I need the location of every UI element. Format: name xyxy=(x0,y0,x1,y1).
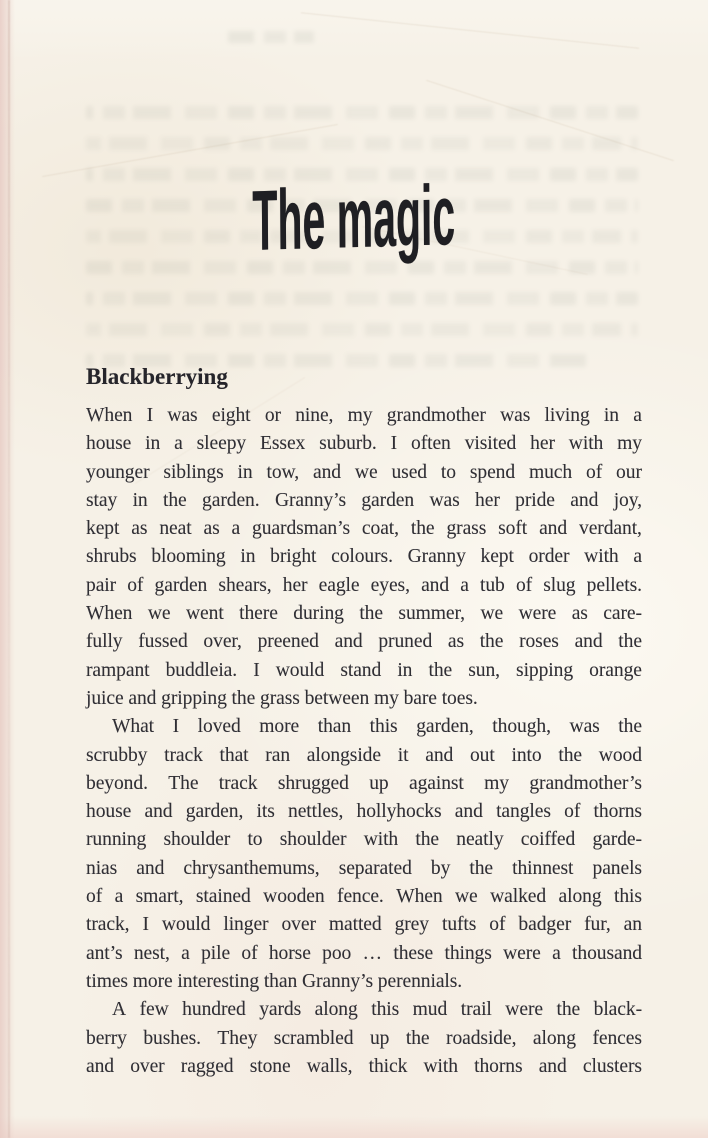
text-line: younger siblings in tow, and we used to spend much of our xyxy=(86,461,642,483)
text-line: house and garden, its nettles, hollyhocks and tangles of thorns xyxy=(86,801,642,823)
text-line: shrubs blooming in bright colours. Granny kept order with a xyxy=(86,546,642,568)
chapter-title-container xyxy=(0,168,708,269)
text-line: running shoulder to shoulder with the neatly coiffed garde- xyxy=(86,829,642,851)
bleedthrough-text-line xyxy=(86,137,638,150)
paper-crease xyxy=(301,12,639,49)
text-line: and over ragged stone walls, thick with thorns and clusters xyxy=(86,1055,642,1077)
body-text xyxy=(86,402,642,1081)
paragraph xyxy=(86,402,642,713)
text-line: When we went there during the summer, we were as care- xyxy=(86,603,642,625)
bleedthrough-text-line xyxy=(86,323,638,336)
text-line: juice and gripping the grass between my bare toes. xyxy=(86,687,478,709)
text-line: scrubby track that ran alongside it and out into the wood xyxy=(86,744,642,766)
text-line: nias and chrysanthemums, separated by the thinnest panels xyxy=(86,857,642,879)
text-line: track, I would linger over matted grey tufts of badger fur, an xyxy=(86,914,642,936)
text-line: kept as neat as a guardsman’s coat, the grass soft and verdant, xyxy=(86,518,642,540)
bleedthrough-text-line xyxy=(86,292,638,305)
text-line: ant’s nest, a pile of horse poo … these things were a thousand xyxy=(86,942,642,964)
chapter-title: The magic xyxy=(252,168,456,269)
paragraph xyxy=(86,996,642,1081)
text-line: A few hundred yards along this mud trail were the black- xyxy=(112,999,642,1021)
text-line: When I was eight or nine, my grandmother was living in a xyxy=(86,405,642,426)
bleedthrough-running-header xyxy=(228,31,314,43)
paragraph xyxy=(86,713,642,996)
section-heading: Blackberrying xyxy=(86,364,228,389)
text-line: berry bushes. They scrambled up the roadside, along fences xyxy=(86,1027,642,1049)
text-line: rampant buddleia. I would stand in the sun, sipping orange xyxy=(86,659,642,681)
page-spine-crease xyxy=(8,0,10,1138)
text-line: pair of garden shears, her eagle eyes, and a tub of slug pellets. xyxy=(86,574,642,596)
text-line: of a smart, stained wooden fence. When we walked along this xyxy=(86,886,642,908)
text-line: What I loved more than this garden, though, was the xyxy=(112,716,642,738)
text-line: times more interesting than Granny’s perennials. xyxy=(86,970,463,992)
text-line: house in a sleepy Essex suburb. I often visited her with my xyxy=(86,433,642,455)
text-line: beyond. The track shrugged up against my grandmother’s xyxy=(86,772,642,794)
text-line: stay in the garden. Granny’s garden was her pride and joy, xyxy=(86,489,642,511)
bleedthrough-text-line xyxy=(86,106,638,119)
text-line: fully fussed over, preened and pruned as the roses and the xyxy=(86,631,642,653)
